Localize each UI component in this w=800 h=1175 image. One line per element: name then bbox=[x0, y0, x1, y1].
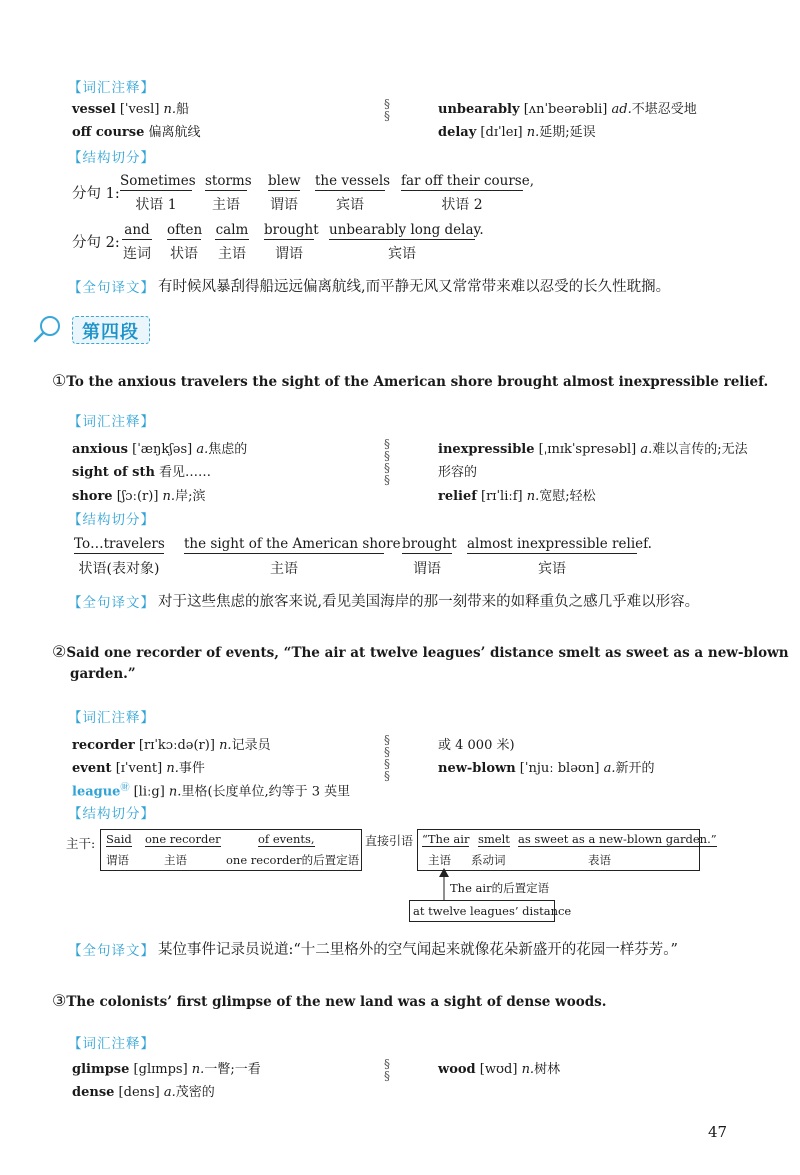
structure-heading: 【结构切分】 bbox=[68, 512, 155, 528]
translation-text: 对于这些焦虑的旅客来说,看见美国海岸的那一刻带来的如释重负之感几乎难以形容。 bbox=[158, 594, 700, 610]
clause-label: 分句 2: bbox=[72, 235, 120, 251]
column-divider: § § bbox=[384, 97, 390, 123]
page-number: 47 bbox=[708, 1123, 728, 1141]
translation-text: 有时候风暴刮得船远远偏离航线,而平静无风又常常带来难以忍受的长久性耽搁。 bbox=[158, 279, 671, 295]
clause-part: far off their course, bbox=[401, 173, 535, 189]
vocab-entry: event [ɪˈvent] n.事件 bbox=[72, 761, 205, 776]
translation-heading: 【全句译文】 bbox=[68, 595, 155, 611]
role-label: 主语 bbox=[270, 561, 298, 577]
vocab-entry: shore [ʃɔː(r)] n.岸;滨 bbox=[72, 489, 206, 504]
clause-part: unbearably long delay. bbox=[329, 222, 484, 238]
diagram-role: 表语 bbox=[588, 853, 611, 867]
section-title: 第四段 bbox=[82, 322, 139, 343]
vocab-heading: 【词汇注释】 bbox=[68, 80, 155, 96]
vocab-entry: dense [dens] a.茂密的 bbox=[72, 1085, 215, 1100]
modifier-note: The air的后置定语 bbox=[450, 881, 550, 895]
clause-part: the sight of the American shore bbox=[184, 536, 401, 552]
role-label: 状语 1 bbox=[135, 197, 177, 213]
diagram-part: one recorder bbox=[145, 832, 221, 846]
vocab-entry: unbearably [ʌnˈbeərəbli] ad.不堪忍受地 bbox=[438, 102, 697, 117]
role-label: 谓语 bbox=[270, 197, 298, 213]
main-clause-label: 主干: bbox=[66, 836, 96, 851]
vocab-entry: league㊖ [liːg] n.里格(长度单位,约等于 3 英里 bbox=[72, 783, 351, 800]
role-label: 宾语 bbox=[388, 246, 416, 262]
clause-part: Sometimes bbox=[120, 173, 196, 189]
column-divider: § § § § bbox=[384, 437, 390, 487]
vocab-entry: vessel [ˈvesl] n.船 bbox=[72, 102, 190, 117]
clause-part: brought bbox=[402, 536, 457, 552]
role-label: 连词 bbox=[123, 246, 151, 262]
vocab-entry: sight of sth 看见…… bbox=[72, 465, 212, 480]
translation-heading: 【全句译文】 bbox=[68, 280, 155, 296]
structure-heading: 【结构切分】 bbox=[68, 150, 155, 166]
clause-label: 分句 1: bbox=[72, 186, 120, 202]
exam-mark-icon: ㊖ bbox=[120, 783, 130, 793]
diagram-part: smelt bbox=[478, 832, 510, 846]
vocab-entry: inexpressible [ˌɪnɪkˈspresəbl] a.难以言传的;无法 bbox=[438, 442, 748, 457]
sentence-2: ②Said one recorder of events, “The air at twelve leagues’ distance smelt as sweet as a new-blown bbox=[52, 642, 789, 661]
clause-part: calm bbox=[215, 222, 249, 238]
sentence-1: ①To the anxious travelers the sight of the American shore brought almost inexpressible relief. bbox=[52, 371, 769, 390]
role-label: 状语(表对象) bbox=[78, 561, 160, 577]
vocab-entry: delay [dɪˈleɪ] n.延期;延误 bbox=[438, 125, 596, 140]
clause-part: To…travelers bbox=[74, 536, 165, 552]
vocab-entry: 形容的 bbox=[438, 465, 478, 480]
vocab-entry: relief [rɪˈliːf] n.宽慰;轻松 bbox=[438, 489, 596, 504]
diagram-part: “The air bbox=[422, 832, 470, 846]
vocab-entry: recorder [rɪˈkɔːdə(r)] n.记录员 bbox=[72, 738, 271, 753]
diagram-role: 主语 bbox=[164, 853, 187, 867]
clause-part: brought bbox=[264, 222, 319, 238]
clause-part: almost inexpressible relief. bbox=[467, 536, 652, 552]
translation-text: 某位事件记录员说道:“十二里格外的空气闻起来就像花朵新盛开的花园一样芬芳。” bbox=[158, 942, 678, 958]
diagram-role: 主语 bbox=[428, 853, 451, 867]
diagram-part: as sweet as a new-blown garden.” bbox=[518, 832, 717, 846]
sentence-2-cont: garden.” bbox=[70, 666, 136, 682]
modifier-arrow bbox=[438, 866, 450, 902]
vocab-entry: new-blown [ˈnjuː bləʊn] a.新开的 bbox=[438, 761, 655, 776]
role-label: 宾语 bbox=[538, 561, 566, 577]
vocab-entry: wood [wʊd] n.树林 bbox=[438, 1062, 561, 1077]
vocab-heading: 【词汇注释】 bbox=[68, 414, 155, 430]
column-divider: § § bbox=[384, 1057, 390, 1083]
role-label: 宾语 bbox=[336, 197, 364, 213]
role-label: 谓语 bbox=[275, 246, 303, 262]
clause-part: often bbox=[167, 222, 203, 238]
magnifier-icon bbox=[30, 313, 70, 345]
vocab-entry: off course 偏离航线 bbox=[72, 125, 201, 140]
clause-part: blew bbox=[268, 173, 301, 189]
diagram-role: 谓语 bbox=[106, 853, 129, 867]
clause-part: storms bbox=[205, 173, 252, 189]
diagram-part: of events, bbox=[258, 832, 315, 846]
diagram-role: 系动词 bbox=[471, 853, 506, 867]
connector-label: 直接引语 bbox=[365, 834, 414, 848]
role-label: 状语 bbox=[170, 246, 198, 262]
role-label: 主语 bbox=[218, 246, 246, 262]
sentence-3: ③The colonists’ first glimpse of the new land was a sight of dense woods. bbox=[52, 991, 607, 1010]
vocab-heading: 【词汇注释】 bbox=[68, 710, 155, 726]
role-label: 状语 2 bbox=[441, 197, 483, 213]
vocab-heading: 【词汇注释】 bbox=[68, 1036, 155, 1052]
role-label: 谓语 bbox=[413, 561, 441, 577]
diagram-part: Said bbox=[106, 832, 132, 846]
vocab-entry: glimpse [glɪmps] n.一瞥;一看 bbox=[72, 1062, 261, 1077]
vocab-entry: anxious [ˈæŋkʃəs] a.焦虑的 bbox=[72, 442, 248, 457]
role-label: 主语 bbox=[212, 197, 240, 213]
clause-part: and bbox=[122, 221, 152, 240]
structure-heading: 【结构切分】 bbox=[68, 806, 155, 822]
diagram-role: one recorder的后置定语 bbox=[226, 853, 360, 867]
modifier-text: at twelve leagues’ distance bbox=[413, 904, 572, 918]
clause-part: the vessels bbox=[315, 173, 391, 189]
vocab-entry: 或 4 000 米) bbox=[438, 738, 515, 753]
column-divider: § § § § bbox=[384, 733, 390, 783]
translation-heading: 【全句译文】 bbox=[68, 943, 155, 959]
